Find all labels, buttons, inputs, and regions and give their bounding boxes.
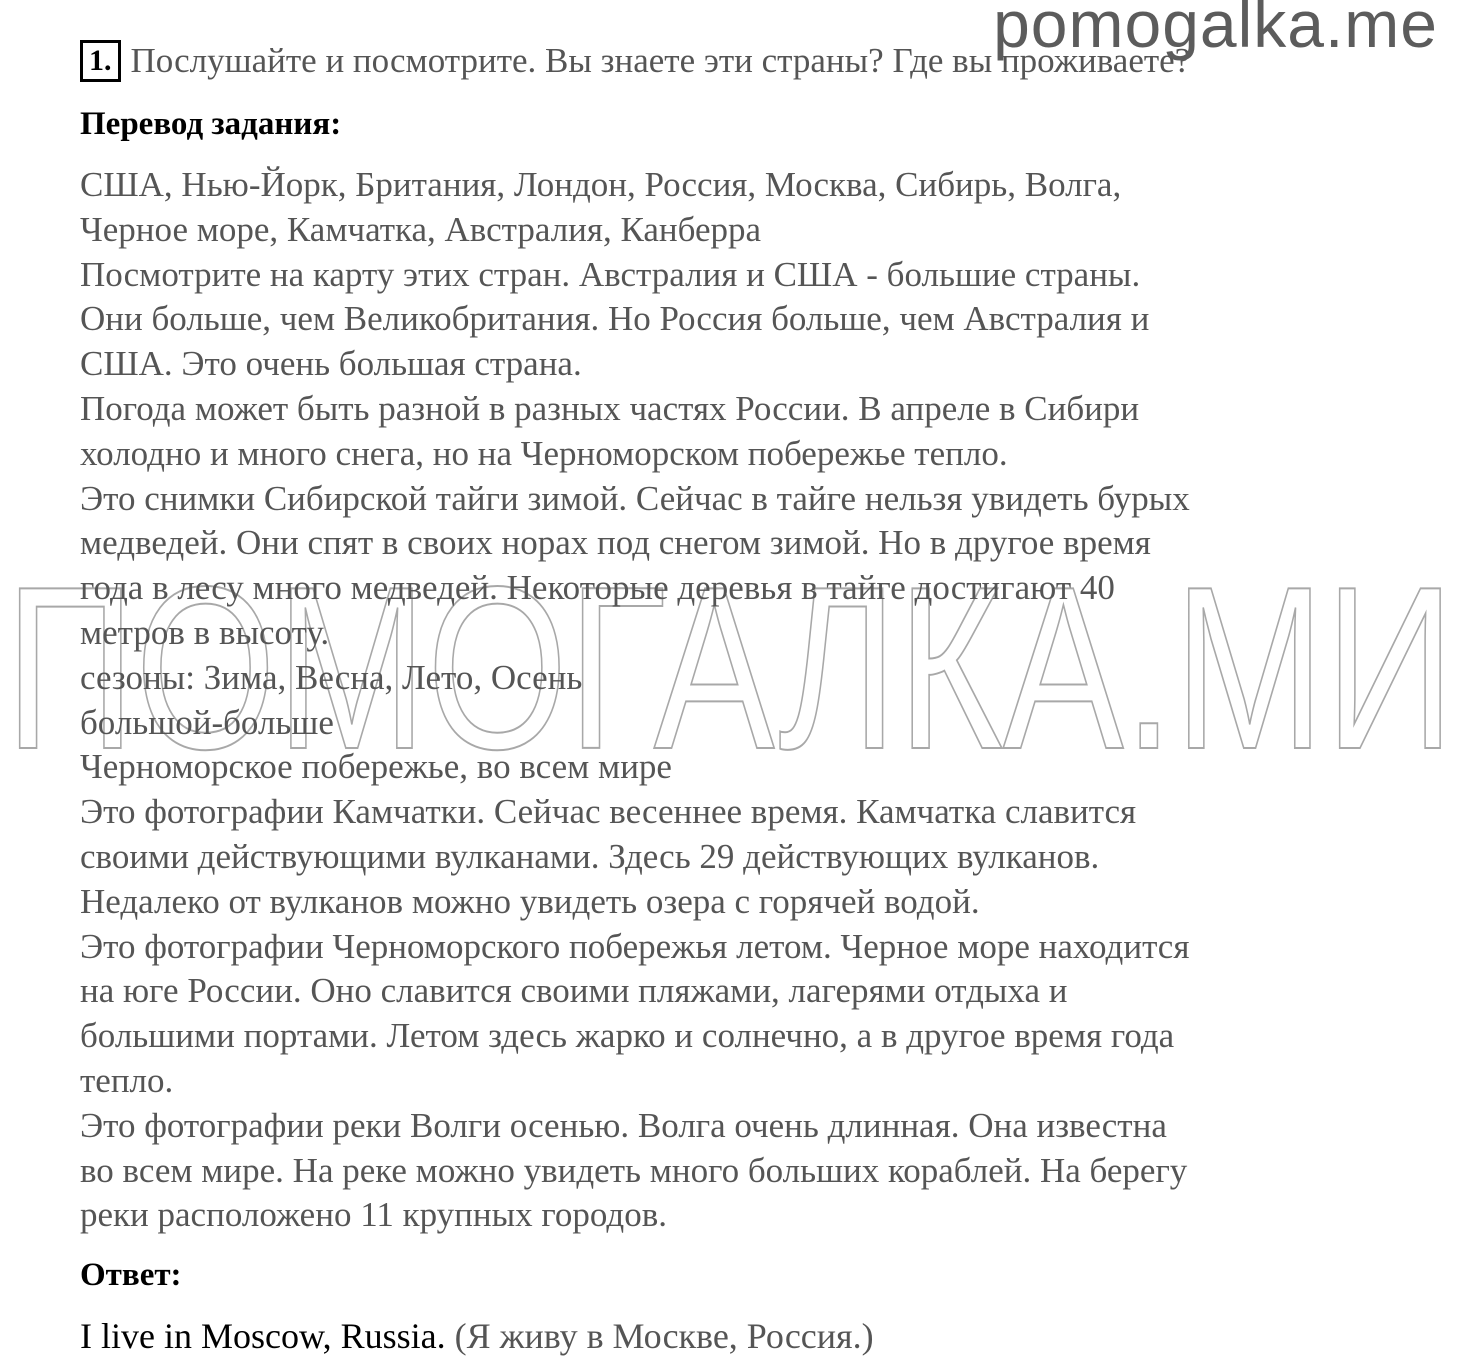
task-instruction: Послушайте и посмотрите. Вы знаете эти страны? Где вы проживаете?	[130, 41, 1191, 80]
answer-english: I live in Moscow, Russia.	[80, 1316, 446, 1356]
translation-line: метров в высоту.	[80, 612, 330, 652]
translation-line: медведей. Они спят в своих норах под снегом зимой. Но в другое время	[80, 523, 1151, 563]
translation-line: на юге России. Оно славится своими пляжами, лагерями отдыха и	[80, 971, 1068, 1011]
translation-line: во всем мире. На реке можно увидеть много больших кораблей. На берегу	[80, 1150, 1188, 1190]
answer-text	[80, 1315, 874, 1357]
translation-line: Посмотрите на карту этих стран. Австралия и США - большие страны.	[80, 254, 1141, 294]
translation-line: Недалеко от вулканов можно увидеть озера с горячей водой.	[80, 881, 980, 921]
translation-line: реки расположено 11 крупных городов.	[80, 1195, 667, 1235]
answer-russian: (Я живу в Москве, Россия.)	[454, 1316, 874, 1356]
translation-title: Перевод задания:	[80, 106, 342, 142]
translation-line: Это фотографии Камчатки. Сейчас весеннее время. Камчатка славится	[80, 792, 1137, 832]
translation-line: большой-больше	[80, 702, 334, 742]
translation-line: Они больше, чем Великобритания. Но Россия больше, чем Австралия и	[80, 299, 1150, 339]
translation-line: Погода может быть разной в разных частях России. В апреле в Сибири	[80, 388, 1140, 428]
translation-line: Это снимки Сибирской тайги зимой. Сейчас в тайге нельзя увидеть бурых	[80, 478, 1190, 518]
translation-line: тепло.	[80, 1060, 174, 1100]
translation-line: холодно и много снега, но на Черноморском побережье тепло.	[80, 433, 1008, 473]
translation-line: сезоны: Зима, Весна, Лето, Осень	[80, 657, 583, 697]
translation-line: США, Нью-Йорк, Британия, Лондон, Россия, Москва, Сибирь, Волга,	[80, 165, 1122, 204]
translation-line: Это фотографии Черноморского побережья летом. Черное море находится	[80, 926, 1190, 966]
translation-line: США. Это очень большая страна.	[80, 344, 582, 384]
translation-line: большими портами. Летом здесь жарко и солнечно, а в другое время года	[80, 1016, 1175, 1056]
task-number: 1.	[80, 40, 121, 82]
translation-line: своими действующими вулканами. Здесь 29 действующих вулканов.	[80, 836, 1100, 876]
answer-title: Ответ:	[80, 1257, 182, 1293]
translation-line: Это фотографии реки Волги осенью. Волга очень длинная. Она известна	[80, 1105, 1167, 1145]
watermark-text: ПОМОГАЛКА.МИ	[5, 560, 1455, 760]
translation-line: Черноморское побережье, во всем мире	[80, 747, 672, 787]
translation-line: Черное море, Камчатка, Австралия, Канберра	[80, 209, 762, 249]
translation-line: года в лесу много медведей. Некоторые деревья в тайге достигают 40	[80, 568, 1115, 608]
site-logo: pomogalka.me	[993, 0, 1438, 61]
translation-body	[80, 163, 1190, 1238]
